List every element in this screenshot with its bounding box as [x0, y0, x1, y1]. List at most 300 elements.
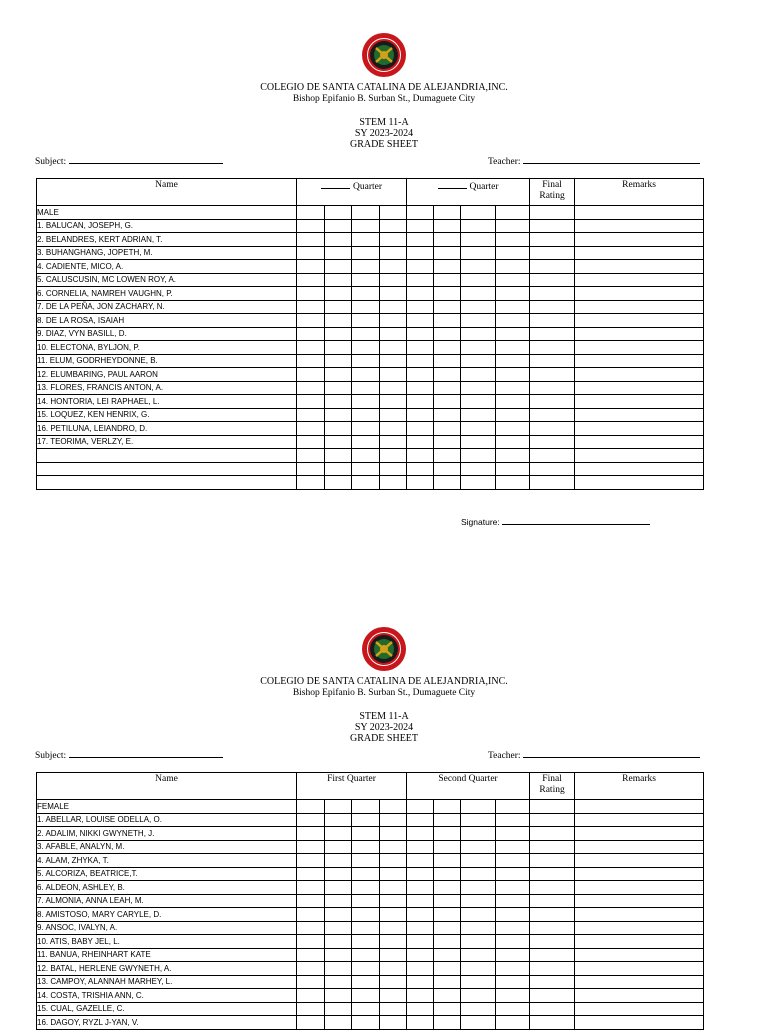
- grade-cell[interactable]: [434, 273, 461, 287]
- grade-cell[interactable]: [575, 219, 704, 233]
- grade-cell[interactable]: [434, 881, 461, 895]
- grade-cell[interactable]: [352, 921, 380, 935]
- grade-cell[interactable]: [325, 435, 352, 449]
- grade-cell[interactable]: [461, 381, 496, 395]
- grade-cell[interactable]: [575, 273, 704, 287]
- grade-cell[interactable]: [297, 1016, 325, 1030]
- grade-cell[interactable]: [461, 435, 496, 449]
- grade-cell[interactable]: [496, 921, 530, 935]
- grade-cell[interactable]: [496, 422, 530, 436]
- grade-cell[interactable]: [352, 975, 380, 989]
- grade-cell[interactable]: [297, 449, 325, 463]
- grade-cell[interactable]: [297, 476, 325, 490]
- grade-cell[interactable]: [297, 422, 325, 436]
- grade-cell[interactable]: [380, 300, 407, 314]
- grade-cell[interactable]: [461, 395, 496, 409]
- grade-cell[interactable]: [530, 273, 575, 287]
- grade-cell[interactable]: [434, 354, 461, 368]
- grade-cell[interactable]: [407, 314, 434, 328]
- grade-cell[interactable]: [407, 260, 434, 274]
- grade-cell[interactable]: [461, 273, 496, 287]
- grade-cell[interactable]: [297, 341, 325, 355]
- grade-cell[interactable]: [461, 867, 496, 881]
- grade-cell[interactable]: [530, 233, 575, 247]
- grade-cell[interactable]: [530, 989, 575, 1003]
- grade-cell[interactable]: [407, 935, 434, 949]
- grade-cell[interactable]: [37, 476, 297, 490]
- grade-cell[interactable]: [352, 435, 380, 449]
- grade-cell[interactable]: [297, 813, 325, 827]
- grade-cell[interactable]: [325, 422, 352, 436]
- grade-cell[interactable]: [434, 300, 461, 314]
- grade-cell[interactable]: [407, 354, 434, 368]
- grade-cell[interactable]: [496, 273, 530, 287]
- grade-cell[interactable]: [380, 314, 407, 328]
- grade-cell[interactable]: [325, 287, 352, 301]
- grade-cell[interactable]: [297, 962, 325, 976]
- grade-cell[interactable]: [380, 921, 407, 935]
- grade-cell[interactable]: [297, 935, 325, 949]
- grade-cell[interactable]: [496, 948, 530, 962]
- grade-cell[interactable]: [297, 854, 325, 868]
- grade-cell[interactable]: [407, 449, 434, 463]
- grade-cell[interactable]: [530, 854, 575, 868]
- grade-cell[interactable]: [461, 462, 496, 476]
- grade-cell[interactable]: [407, 341, 434, 355]
- grade-cell[interactable]: [575, 395, 704, 409]
- grade-cell[interactable]: [575, 422, 704, 436]
- grade-cell[interactable]: [434, 962, 461, 976]
- grade-cell[interactable]: [407, 948, 434, 962]
- grade-cell[interactable]: [461, 894, 496, 908]
- grade-cell[interactable]: [407, 395, 434, 409]
- grade-cell[interactable]: [434, 989, 461, 1003]
- grade-cell[interactable]: [530, 935, 575, 949]
- grade-cell[interactable]: [496, 894, 530, 908]
- grade-cell[interactable]: [434, 314, 461, 328]
- grade-cell[interactable]: [530, 219, 575, 233]
- grade-cell[interactable]: [434, 327, 461, 341]
- grade-cell[interactable]: [407, 476, 434, 490]
- grade-cell[interactable]: [496, 1002, 530, 1016]
- grade-cell[interactable]: [575, 1016, 704, 1030]
- grade-cell[interactable]: [325, 854, 352, 868]
- grade-cell[interactable]: [461, 962, 496, 976]
- grade-cell[interactable]: [575, 840, 704, 854]
- grade-cell[interactable]: [461, 989, 496, 1003]
- grade-cell[interactable]: [530, 368, 575, 382]
- grade-cell[interactable]: [530, 435, 575, 449]
- grade-cell[interactable]: [407, 246, 434, 260]
- grade-cell[interactable]: [575, 935, 704, 949]
- grade-cell[interactable]: [575, 948, 704, 962]
- grade-cell[interactable]: [496, 462, 530, 476]
- grade-cell[interactable]: [434, 462, 461, 476]
- grade-cell[interactable]: [496, 327, 530, 341]
- grade-cell[interactable]: [575, 921, 704, 935]
- grade-cell[interactable]: [407, 462, 434, 476]
- grade-cell[interactable]: [530, 449, 575, 463]
- grade-cell[interactable]: [407, 273, 434, 287]
- grade-cell[interactable]: [380, 381, 407, 395]
- grade-cell[interactable]: [461, 935, 496, 949]
- grade-cell[interactable]: [297, 287, 325, 301]
- grade-cell[interactable]: [297, 867, 325, 881]
- grade-cell[interactable]: [461, 219, 496, 233]
- grade-cell[interactable]: [352, 395, 380, 409]
- grade-cell[interactable]: [380, 975, 407, 989]
- grade-cell[interactable]: [530, 867, 575, 881]
- grade-cell[interactable]: [461, 246, 496, 260]
- grade-cell[interactable]: [575, 989, 704, 1003]
- grade-cell[interactable]: [496, 341, 530, 355]
- grade-cell[interactable]: [407, 881, 434, 895]
- grade-cell[interactable]: [325, 881, 352, 895]
- grade-cell[interactable]: [380, 368, 407, 382]
- grade-cell[interactable]: [297, 408, 325, 422]
- grade-cell[interactable]: [575, 827, 704, 841]
- grade-cell[interactable]: [380, 827, 407, 841]
- grade-cell[interactable]: [530, 341, 575, 355]
- grade-cell[interactable]: [461, 1016, 496, 1030]
- grade-cell[interactable]: [325, 300, 352, 314]
- grade-cell[interactable]: [496, 1016, 530, 1030]
- grade-cell[interactable]: [407, 813, 434, 827]
- grade-cell[interactable]: [575, 813, 704, 827]
- grade-cell[interactable]: [575, 368, 704, 382]
- grade-cell[interactable]: [575, 962, 704, 976]
- grade-cell[interactable]: [575, 435, 704, 449]
- grade-cell[interactable]: [461, 300, 496, 314]
- grade-cell[interactable]: [530, 395, 575, 409]
- grade-cell[interactable]: [380, 962, 407, 976]
- grade-cell[interactable]: [496, 435, 530, 449]
- grade-cell[interactable]: [434, 867, 461, 881]
- grade-cell[interactable]: [325, 449, 352, 463]
- grade-cell[interactable]: [297, 300, 325, 314]
- grade-cell[interactable]: [434, 813, 461, 827]
- grade-cell[interactable]: [352, 1016, 380, 1030]
- grade-cell[interactable]: [297, 840, 325, 854]
- grade-cell[interactable]: [407, 894, 434, 908]
- grade-cell[interactable]: [575, 327, 704, 341]
- grade-cell[interactable]: [407, 300, 434, 314]
- grade-cell[interactable]: [352, 287, 380, 301]
- grade-cell[interactable]: [575, 260, 704, 274]
- grade-cell[interactable]: [496, 989, 530, 1003]
- grade-cell[interactable]: [37, 462, 297, 476]
- grade-cell[interactable]: [325, 840, 352, 854]
- grade-cell[interactable]: [352, 1002, 380, 1016]
- grade-cell[interactable]: [575, 314, 704, 328]
- grade-cell[interactable]: [325, 354, 352, 368]
- subject-field[interactable]: [35, 748, 223, 761]
- grade-cell[interactable]: [352, 246, 380, 260]
- grade-cell[interactable]: [297, 435, 325, 449]
- grade-cell[interactable]: [297, 233, 325, 247]
- grade-cell[interactable]: [575, 881, 704, 895]
- grade-cell[interactable]: [297, 989, 325, 1003]
- grade-cell[interactable]: [352, 408, 380, 422]
- grade-cell[interactable]: [530, 975, 575, 989]
- grade-cell[interactable]: [352, 867, 380, 881]
- grade-cell[interactable]: [325, 273, 352, 287]
- grade-cell[interactable]: [407, 962, 434, 976]
- grade-cell[interactable]: [352, 962, 380, 976]
- grade-cell[interactable]: [352, 260, 380, 274]
- grade-cell[interactable]: [496, 813, 530, 827]
- grade-cell[interactable]: [575, 867, 704, 881]
- grade-cell[interactable]: [407, 381, 434, 395]
- grade-cell[interactable]: [434, 894, 461, 908]
- grade-cell[interactable]: [575, 381, 704, 395]
- grade-cell[interactable]: [37, 449, 297, 463]
- grade-cell[interactable]: [325, 314, 352, 328]
- grade-cell[interactable]: [325, 246, 352, 260]
- grade-cell[interactable]: [407, 327, 434, 341]
- grade-cell[interactable]: [496, 381, 530, 395]
- grade-cell[interactable]: [325, 867, 352, 881]
- grade-cell[interactable]: [407, 867, 434, 881]
- grade-cell[interactable]: [434, 246, 461, 260]
- grade-cell[interactable]: [434, 854, 461, 868]
- grade-cell[interactable]: [380, 881, 407, 895]
- grade-cell[interactable]: [575, 354, 704, 368]
- grade-cell[interactable]: [496, 219, 530, 233]
- grade-cell[interactable]: [530, 354, 575, 368]
- grade-cell[interactable]: [297, 908, 325, 922]
- grade-cell[interactable]: [325, 395, 352, 409]
- grade-cell[interactable]: [352, 989, 380, 1003]
- grade-cell[interactable]: [352, 341, 380, 355]
- grade-cell[interactable]: [461, 449, 496, 463]
- grade-cell[interactable]: [380, 462, 407, 476]
- grade-cell[interactable]: [496, 908, 530, 922]
- grade-cell[interactable]: [380, 935, 407, 949]
- grade-cell[interactable]: [575, 341, 704, 355]
- grade-cell[interactable]: [575, 854, 704, 868]
- grade-cell[interactable]: [461, 881, 496, 895]
- grade-cell[interactable]: [575, 300, 704, 314]
- grade-cell[interactable]: [434, 422, 461, 436]
- grade-cell[interactable]: [380, 408, 407, 422]
- grade-cell[interactable]: [380, 233, 407, 247]
- grade-cell[interactable]: [297, 260, 325, 274]
- grade-cell[interactable]: [352, 327, 380, 341]
- grade-cell[interactable]: [496, 246, 530, 260]
- grade-cell[interactable]: [407, 1016, 434, 1030]
- grade-cell[interactable]: [325, 1016, 352, 1030]
- grade-cell[interactable]: [496, 867, 530, 881]
- grade-cell[interactable]: [407, 975, 434, 989]
- grade-cell[interactable]: [461, 354, 496, 368]
- grade-cell[interactable]: [380, 327, 407, 341]
- grade-cell[interactable]: [461, 233, 496, 247]
- grade-cell[interactable]: [297, 273, 325, 287]
- grade-cell[interactable]: [297, 1002, 325, 1016]
- grade-cell[interactable]: [461, 840, 496, 854]
- grade-cell[interactable]: [575, 1002, 704, 1016]
- grade-cell[interactable]: [352, 948, 380, 962]
- grade-cell[interactable]: [297, 462, 325, 476]
- grade-cell[interactable]: [352, 827, 380, 841]
- grade-cell[interactable]: [575, 449, 704, 463]
- grade-cell[interactable]: [380, 435, 407, 449]
- grade-cell[interactable]: [325, 813, 352, 827]
- grade-cell[interactable]: [297, 314, 325, 328]
- grade-cell[interactable]: [407, 989, 434, 1003]
- grade-cell[interactable]: [352, 908, 380, 922]
- grade-cell[interactable]: [297, 354, 325, 368]
- grade-cell[interactable]: [461, 948, 496, 962]
- grade-cell[interactable]: [352, 449, 380, 463]
- grade-cell[interactable]: [325, 975, 352, 989]
- grade-cell[interactable]: [575, 908, 704, 922]
- signature-field[interactable]: [461, 515, 650, 527]
- grade-cell[interactable]: [352, 894, 380, 908]
- grade-cell[interactable]: [297, 395, 325, 409]
- grade-cell[interactable]: [325, 894, 352, 908]
- grade-cell[interactable]: [434, 948, 461, 962]
- grade-cell[interactable]: [434, 908, 461, 922]
- grade-cell[interactable]: [380, 354, 407, 368]
- grade-cell[interactable]: [297, 381, 325, 395]
- grade-cell[interactable]: [325, 381, 352, 395]
- grade-cell[interactable]: [496, 233, 530, 247]
- grade-cell[interactable]: [380, 840, 407, 854]
- grade-cell[interactable]: [325, 260, 352, 274]
- grade-cell[interactable]: [297, 975, 325, 989]
- grade-cell[interactable]: [461, 827, 496, 841]
- grade-cell[interactable]: [352, 381, 380, 395]
- grade-cell[interactable]: [434, 1016, 461, 1030]
- grade-cell[interactable]: [530, 381, 575, 395]
- grade-cell[interactable]: [530, 314, 575, 328]
- grade-cell[interactable]: [407, 908, 434, 922]
- grade-cell[interactable]: [297, 921, 325, 935]
- grade-cell[interactable]: [530, 462, 575, 476]
- grade-cell[interactable]: [352, 462, 380, 476]
- grade-cell[interactable]: [407, 854, 434, 868]
- grade-cell[interactable]: [461, 921, 496, 935]
- grade-cell[interactable]: [530, 962, 575, 976]
- grade-cell[interactable]: [352, 368, 380, 382]
- grade-cell[interactable]: [325, 962, 352, 976]
- grade-cell[interactable]: [434, 287, 461, 301]
- grade-cell[interactable]: [530, 1002, 575, 1016]
- grade-cell[interactable]: [530, 476, 575, 490]
- grade-cell[interactable]: [297, 894, 325, 908]
- grade-cell[interactable]: [352, 300, 380, 314]
- grade-cell[interactable]: [530, 408, 575, 422]
- grade-cell[interactable]: [407, 1002, 434, 1016]
- grade-cell[interactable]: [380, 989, 407, 1003]
- grade-cell[interactable]: [496, 354, 530, 368]
- grade-cell[interactable]: [496, 975, 530, 989]
- grade-cell[interactable]: [575, 233, 704, 247]
- grade-cell[interactable]: [530, 908, 575, 922]
- grade-cell[interactable]: [530, 287, 575, 301]
- grade-cell[interactable]: [297, 368, 325, 382]
- grade-cell[interactable]: [380, 273, 407, 287]
- grade-cell[interactable]: [352, 935, 380, 949]
- grade-cell[interactable]: [461, 287, 496, 301]
- grade-cell[interactable]: [407, 840, 434, 854]
- grade-cell[interactable]: [530, 1016, 575, 1030]
- grade-cell[interactable]: [380, 341, 407, 355]
- grade-cell[interactable]: [297, 219, 325, 233]
- grade-cell[interactable]: [461, 341, 496, 355]
- grade-cell[interactable]: [352, 854, 380, 868]
- grade-cell[interactable]: [461, 408, 496, 422]
- grade-cell[interactable]: [461, 422, 496, 436]
- grade-cell[interactable]: [434, 921, 461, 935]
- grade-cell[interactable]: [407, 287, 434, 301]
- grade-cell[interactable]: [496, 368, 530, 382]
- grade-cell[interactable]: [380, 287, 407, 301]
- grade-cell[interactable]: [575, 462, 704, 476]
- grade-cell[interactable]: [530, 813, 575, 827]
- grade-cell[interactable]: [297, 246, 325, 260]
- grade-cell[interactable]: [380, 867, 407, 881]
- grade-cell[interactable]: [530, 948, 575, 962]
- grade-cell[interactable]: [461, 327, 496, 341]
- teacher-field[interactable]: [488, 154, 700, 167]
- grade-cell[interactable]: [407, 827, 434, 841]
- grade-cell[interactable]: [380, 894, 407, 908]
- grade-cell[interactable]: [325, 476, 352, 490]
- grade-cell[interactable]: [496, 408, 530, 422]
- grade-cell[interactable]: [434, 368, 461, 382]
- grade-cell[interactable]: [352, 233, 380, 247]
- grade-cell[interactable]: [461, 813, 496, 827]
- grade-cell[interactable]: [352, 314, 380, 328]
- grade-cell[interactable]: [352, 219, 380, 233]
- grade-cell[interactable]: [352, 273, 380, 287]
- grade-cell[interactable]: [325, 341, 352, 355]
- grade-cell[interactable]: [530, 894, 575, 908]
- grade-cell[interactable]: [496, 827, 530, 841]
- grade-cell[interactable]: [380, 246, 407, 260]
- grade-cell[interactable]: [461, 260, 496, 274]
- grade-cell[interactable]: [434, 341, 461, 355]
- grade-cell[interactable]: [325, 948, 352, 962]
- grade-cell[interactable]: [434, 476, 461, 490]
- grade-cell[interactable]: [407, 233, 434, 247]
- grade-cell[interactable]: [380, 948, 407, 962]
- grade-cell[interactable]: [434, 408, 461, 422]
- grade-cell[interactable]: [575, 975, 704, 989]
- grade-cell[interactable]: [407, 422, 434, 436]
- grade-cell[interactable]: [496, 854, 530, 868]
- grade-cell[interactable]: [434, 219, 461, 233]
- grade-cell[interactable]: [380, 854, 407, 868]
- grade-cell[interactable]: [496, 314, 530, 328]
- teacher-field[interactable]: [488, 748, 700, 761]
- grade-cell[interactable]: [325, 219, 352, 233]
- grade-cell[interactable]: [325, 921, 352, 935]
- grade-cell[interactable]: [434, 935, 461, 949]
- grade-cell[interactable]: [434, 840, 461, 854]
- grade-cell[interactable]: [530, 246, 575, 260]
- grade-cell[interactable]: [380, 908, 407, 922]
- grade-cell[interactable]: [352, 354, 380, 368]
- grade-cell[interactable]: [380, 395, 407, 409]
- grade-cell[interactable]: [352, 476, 380, 490]
- grade-cell[interactable]: [352, 881, 380, 895]
- grade-cell[interactable]: [434, 975, 461, 989]
- grade-cell[interactable]: [575, 894, 704, 908]
